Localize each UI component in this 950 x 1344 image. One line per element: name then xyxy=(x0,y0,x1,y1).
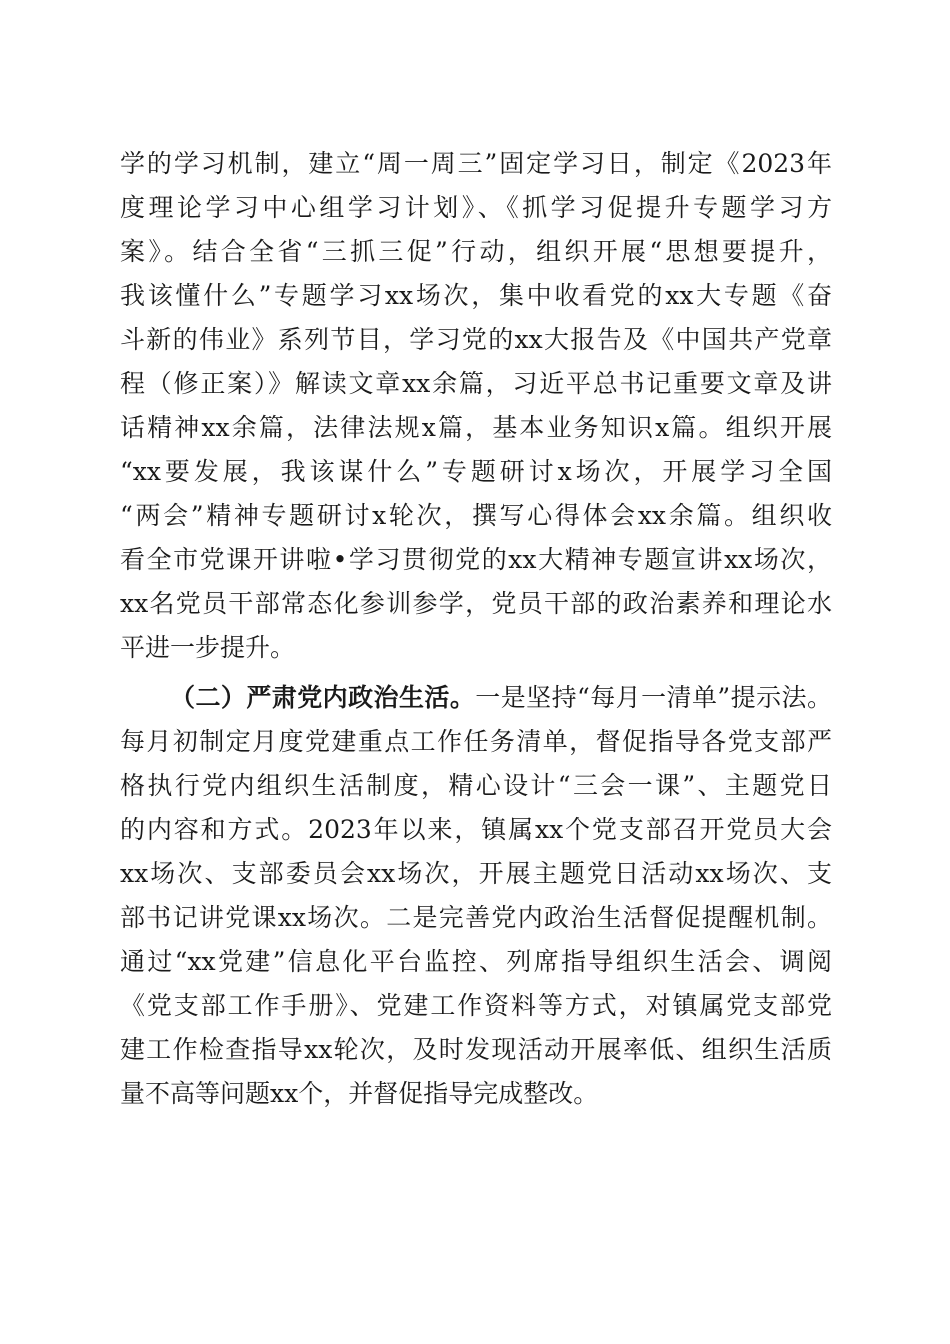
section-heading: （二）严肃党内政治生活。 xyxy=(170,683,476,712)
paragraph-1-line-8: “xx要发展，我该谋什么”专题研讨x场次，开展学习全国 xyxy=(120,457,832,486)
paragraph-2-line-1 xyxy=(170,678,832,718)
paragraph-1-line-6: 程（修正案）》解读文章xx余篇，习近平总书记重要文章及讲 xyxy=(120,369,832,398)
paragraph-1-line-9: “两会”精神专题研讨x轮次，撰写心得体会xx余篇。组织收 xyxy=(120,501,832,530)
paragraph-1-line-12: 平进一步提升。 xyxy=(120,633,296,662)
paragraph-2-line-2: 每月初制定月度党建重点工作任务清单，督促指导各党支部严 xyxy=(120,727,832,756)
paragraph-2-line-5: xx场次、支部委员会xx场次，开展主题党日活动xx场次、支 xyxy=(120,859,832,888)
paragraph-1-line-7: 话精神xx余篇，法律法规x篇，基本业务知识x篇。组织开展 xyxy=(120,413,832,442)
paragraph-2-line-3: 格执行党内组织生活制度，精心设计“三会一课”、主题党日 xyxy=(120,771,832,800)
paragraph-2-line-7: 通过“xx党建”信息化平台监控、列席指导组织生活会、调阅 xyxy=(120,947,832,976)
paragraph-2-line-6: 部书记讲党课xx场次。二是完善党内政治生活督促提醒机制。 xyxy=(120,903,832,932)
paragraph-1-line-10: 看全市党课开讲啦•学习贯彻党的xx大精神专题宣讲xx场次， xyxy=(120,545,832,574)
paragraph-2-line-10: 量不高等问题xx个，并督促指导完成整改。 xyxy=(120,1079,599,1108)
paragraph-1-line-3: 案》。结合全省“三抓三促”行动，组织开展“思想要提升， xyxy=(120,237,832,266)
paragraph-1-line-4: 我该懂什么”专题学习xx场次，集中收看党的xx大专题《奋 xyxy=(120,281,832,310)
section-heading-continuation: 一是坚持“每月一清单”提示法。 xyxy=(475,683,832,712)
paragraph-1-line-2: 度理论学习中心组学习计划》、《抓学习促提升专题学习方 xyxy=(120,193,832,222)
paragraph-2-line-9: 建工作检查指导xx轮次，及时发现活动开展率低、组织生活质 xyxy=(120,1035,832,1064)
paragraph-2-line-4: 的内容和方式。2023年以来，镇属xx个党支部召开党员大会 xyxy=(120,815,832,844)
paragraph-1-line-1: 学的学习机制，建立“周一周三”固定学习日，制定《2023年 xyxy=(120,149,832,178)
paragraph-1-line-5: 斗新的伟业》系列节目，学习党的xx大报告及《中国共产党章 xyxy=(120,325,832,354)
paragraph-2-line-8: 《党支部工作手册》、党建工作资料等方式，对镇属党支部党 xyxy=(120,991,832,1020)
paragraph-1-line-11: xx名党员干部常态化参训参学，党员干部的政治素养和理论水 xyxy=(120,589,832,618)
